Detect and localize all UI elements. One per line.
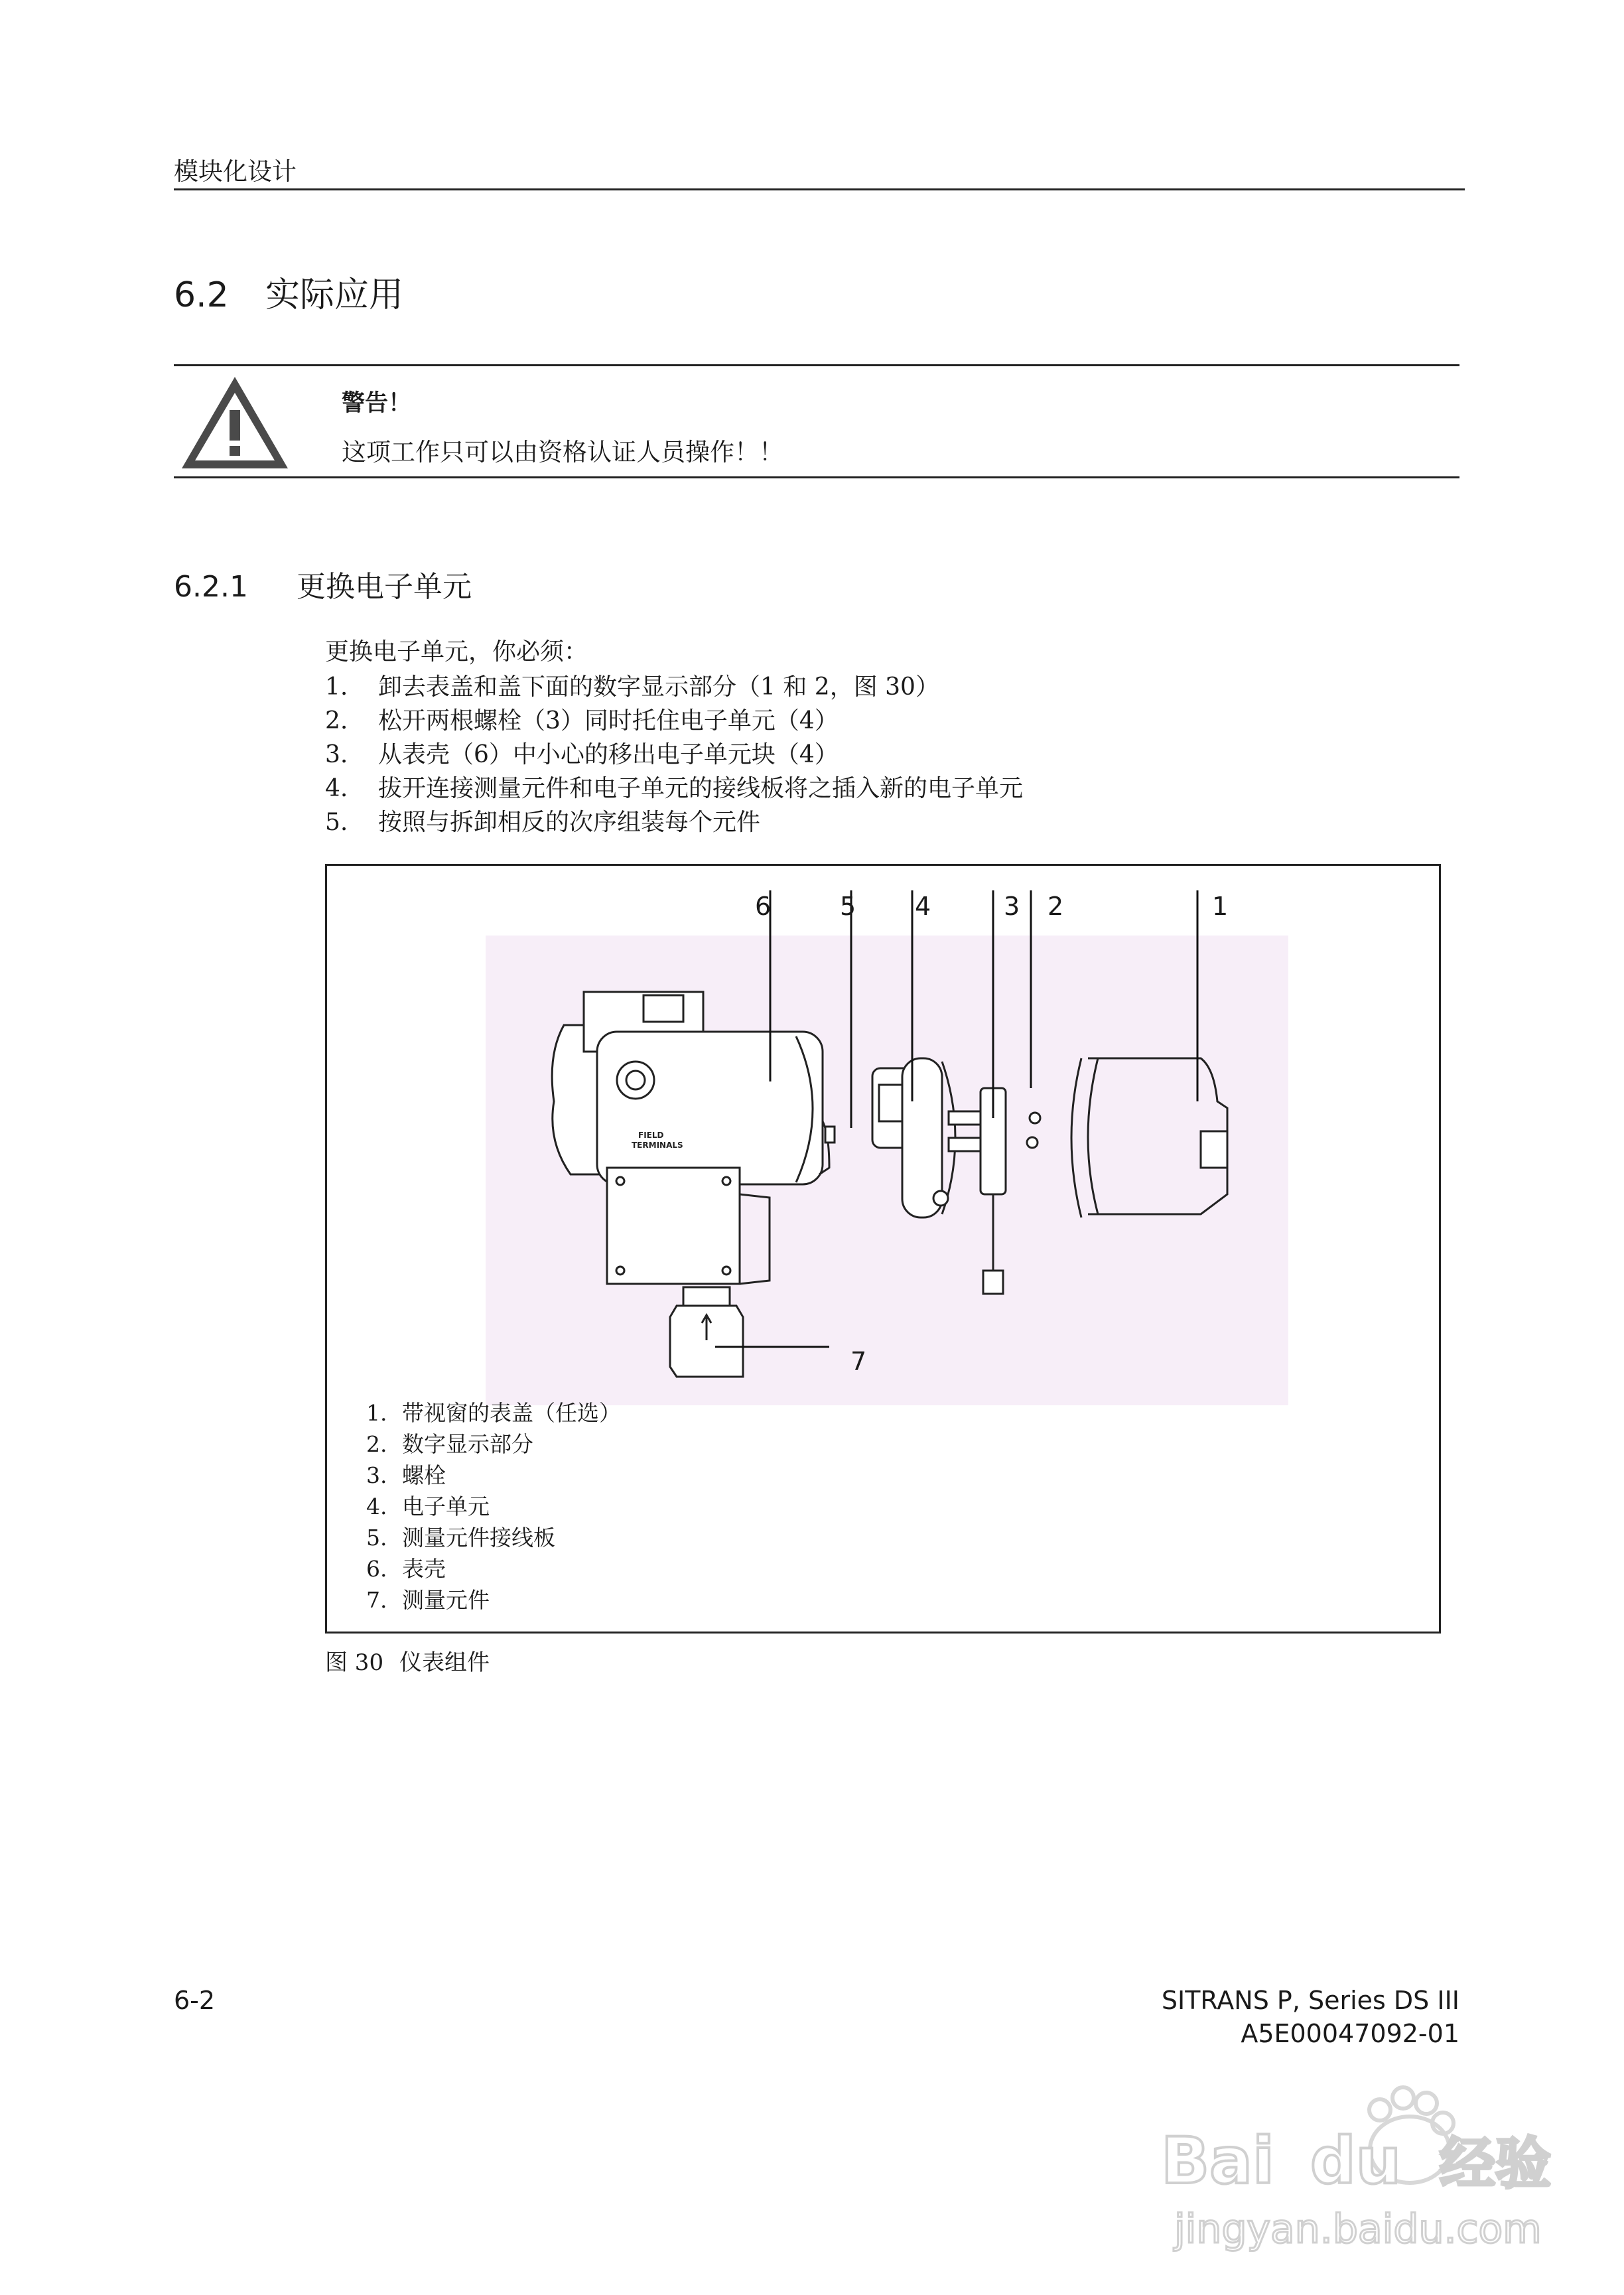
document-number: A5E00047092-01 — [1241, 2019, 1459, 2048]
legend-number: 5. — [366, 1525, 387, 1551]
step-number: 4. — [325, 775, 348, 802]
step-text: 松开两根螺栓（3）同时托住电子单元（4） — [378, 707, 839, 734]
legend-text: 数字显示部分 — [402, 1431, 533, 1457]
procedure-step — [325, 803, 760, 837]
legend-text: 测量元件 — [402, 1587, 490, 1613]
legend-text: 测量元件接线板 — [402, 1525, 555, 1551]
figure-number: 图 30 — [325, 1649, 384, 1676]
step-text: 按照与拆卸相反的次序组装每个元件 — [378, 809, 761, 836]
subsection-heading: 更换电子单元 — [297, 570, 472, 604]
header-rule — [174, 188, 1465, 190]
callout-3: 3 — [1004, 892, 1020, 921]
legend-item — [366, 1396, 621, 1427]
step-number: 1. — [325, 673, 348, 701]
product-name: SITRANS P, Series DS III — [1161, 1986, 1459, 2015]
step-number: 3. — [325, 741, 348, 768]
housing-label: TERMINALS — [632, 1141, 683, 1150]
figure-caption-text: 仪表组件 — [399, 1649, 490, 1676]
legend-item — [366, 1427, 533, 1458]
section-heading: 实际应用 — [265, 275, 404, 315]
warning-title: 警告！ — [342, 390, 412, 417]
legend-number: 7. — [366, 1587, 387, 1613]
warning-triangle-icon — [178, 373, 292, 472]
callout-2: 2 — [1048, 892, 1064, 921]
svg-text:Bai: Bai — [1161, 2124, 1274, 2198]
legend-text: 带视窗的表盖（任选） — [402, 1400, 621, 1426]
procedure-step — [325, 736, 839, 770]
legend-number: 2. — [366, 1431, 387, 1457]
legend-item — [366, 1458, 446, 1490]
section-title — [174, 267, 403, 316]
callout-5: 5 — [840, 892, 856, 921]
procedure-intro: 更换电子单元，你必须： — [325, 638, 588, 665]
callout-7: 7 — [850, 1347, 867, 1376]
running-header: 模块化设计 — [174, 157, 297, 186]
section-number: 6.2 — [174, 275, 229, 315]
callout-1: 1 — [1212, 892, 1229, 921]
procedure-step — [325, 702, 839, 736]
legend-text: 表壳 — [402, 1556, 446, 1582]
housing-label: FIELD — [638, 1131, 664, 1140]
procedure-step — [325, 770, 1023, 803]
step-text: 从表壳（6）中小心的移出电子单元块（4） — [378, 741, 839, 768]
legend-text: 螺栓 — [402, 1462, 446, 1488]
figure-caption — [325, 1644, 490, 1677]
svg-text:du: du — [1310, 2124, 1402, 2198]
warning-top-rule — [174, 364, 1459, 366]
exploded-view-illustration — [484, 882, 1294, 1413]
svg-text:经验: 经验 — [1440, 2131, 1552, 2196]
legend-number: 3. — [366, 1462, 387, 1488]
subsection-number: 6.2.1 — [174, 570, 248, 604]
step-number: 2. — [325, 707, 348, 734]
warning-bottom-rule — [174, 476, 1459, 478]
svg-text:jingyan.baidu.com: jingyan.baidu.com — [1174, 2206, 1542, 2253]
legend-item — [366, 1521, 555, 1552]
legend-item — [366, 1552, 446, 1583]
callout-4: 4 — [915, 892, 931, 921]
legend-number: 1. — [366, 1400, 387, 1426]
legend-number: 4. — [366, 1494, 387, 1519]
callout-6: 6 — [755, 892, 772, 921]
step-number: 5. — [325, 809, 348, 836]
step-text: 拔开连接测量元件和电子单元的接线板将之插入新的电子单元 — [378, 775, 1024, 802]
procedure-step — [325, 668, 939, 702]
legend-item — [366, 1583, 490, 1614]
warning-text: 这项工作只可以由资格认证人员操作！！ — [342, 438, 783, 466]
legend-text: 电子单元 — [402, 1494, 490, 1519]
page-number: 6-2 — [174, 1986, 216, 2015]
step-text: 卸去表盖和盖下面的数字显示部分（1 和 2，图 30） — [378, 673, 939, 701]
legend-item — [366, 1490, 490, 1521]
baidu-watermark-logo — [1148, 2063, 1572, 2262]
subsection-title — [174, 563, 472, 605]
legend-number: 6. — [366, 1556, 387, 1582]
